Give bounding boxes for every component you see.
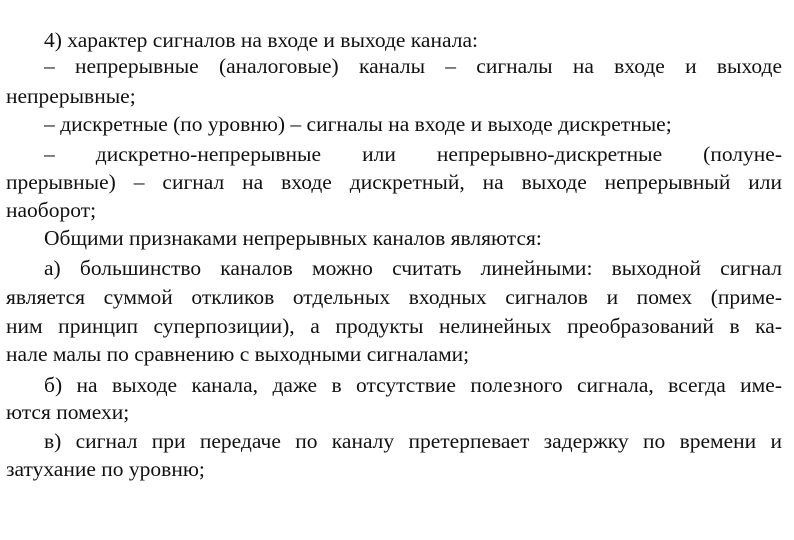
text-line-6: прерывные) – сигнал на входе дискретный, на выходе непрерывный или — [6, 170, 782, 194]
text-line-4: – дискретные (по уровню) – сигналы на входе и выходе дискретные; — [44, 112, 672, 136]
text-line-15: в) сигнал при передаче по каналу претерпевает задержку по времени и — [44, 429, 782, 453]
text-line-13: б) на выходе канала, даже в отсутствие полезного сигнала, всегда име- — [44, 373, 782, 397]
text-line-5: – дискретно-непрерывные или непрерывно-дискретные (полуне- — [44, 142, 782, 166]
text-line-2: – непрерывные (аналоговые) каналы – сигналы на входе и выходе — [44, 54, 782, 78]
text-line-12: нале малы по сравнению с выходными сигналами; — [6, 342, 470, 366]
text-line-7: наоборот; — [6, 198, 97, 222]
text-line-10: является суммой откликов отдельных входных сигналов и помех (приме- — [6, 285, 782, 309]
text-line-9: а) большинство каналов можно считать линейными: выходной сигнал — [44, 256, 782, 280]
text-line-3: непрерывные; — [6, 84, 136, 108]
text-line-14: ются помехи; — [6, 400, 130, 424]
text-line-11: ним принцип суперпозиции), а продукты нелинейных преобразований в ка- — [6, 314, 782, 338]
text-line-1: 4) характер сигналов на входе и выходе канала: — [44, 28, 478, 52]
text-line-8: Общими признаками непрерывных каналов являются: — [44, 226, 542, 250]
text-line-16: затухание по уровню; — [6, 457, 205, 481]
